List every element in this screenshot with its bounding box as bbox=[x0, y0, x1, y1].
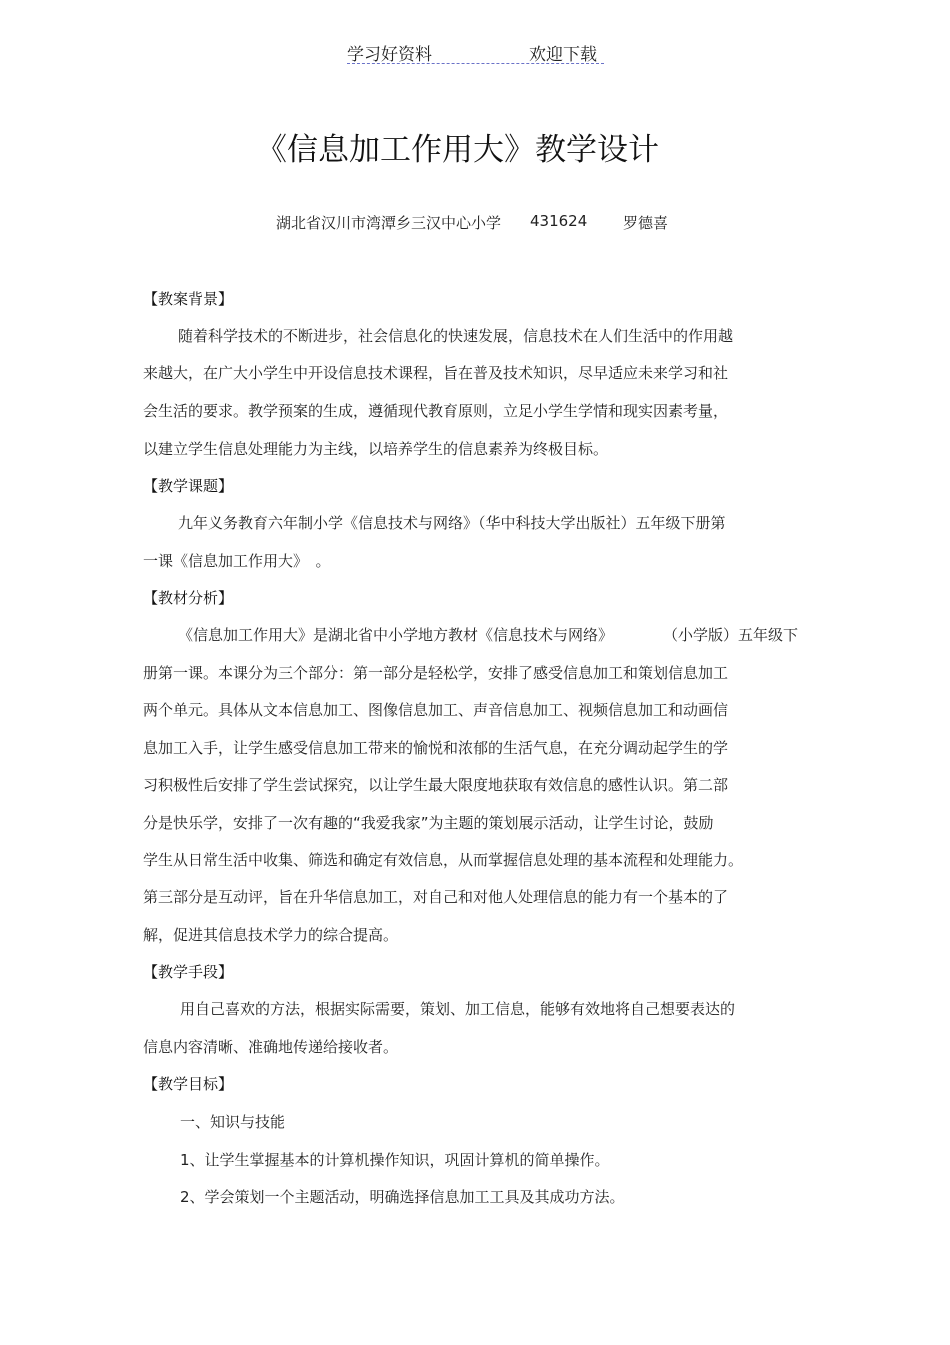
list-item: 1、让学生掌握基本的计算机操作知识，巩固计算机的简单操作。 bbox=[180, 1151, 610, 1169]
paragraph-line: 用自己喜欢的方法，根据实际需要，策划、加工信息，能够有效地将自己想要表达的 bbox=[180, 1000, 736, 1018]
paragraph-line: 随着科学技术的不断进步，社会信息化的快速发展，信息技术在人们生活中的作用越 bbox=[178, 327, 734, 345]
paragraph-line: 来越大，在广大小学生中开设信息技术课程，旨在普及技术知识，尽早适应未来学习和社 bbox=[143, 364, 729, 382]
paragraph-line: 第三部分是互动评，旨在升华信息加工，对自己和对他人处理信息的能力有一个基本的了 bbox=[143, 888, 729, 906]
paragraph-line: 一课《信息加工作用大》 。 bbox=[143, 552, 331, 570]
section-heading-topic: 【教学课题】 bbox=[143, 477, 234, 495]
section-heading-background: 【教案背景】 bbox=[143, 290, 234, 308]
author-postcode: 431624 bbox=[530, 212, 588, 230]
paragraph-line: 学生从日常生活中收集、筛选和确定有效信息，从而掌握信息处理的基本流程和处理能力。 bbox=[143, 851, 744, 869]
paragraph-line: 九年义务教育六年制小学《信息技术与网络》（华中科技大学出版社）五年级下册第 bbox=[178, 514, 726, 532]
header-left: 学习好资料 bbox=[347, 45, 432, 65]
header-divider bbox=[347, 63, 604, 64]
section-heading-means: 【教学手段】 bbox=[143, 963, 234, 981]
paragraph-line: 以建立学生信息处理能力为主线，以培养学生的信息素养为终极目标。 bbox=[143, 440, 609, 458]
paragraph-line: 两个单元。具体从文本信息加工、图像信息加工、声音信息加工、视频信息加工和动画信 bbox=[143, 701, 729, 719]
section-heading-goals: 【教学目标】 bbox=[143, 1075, 234, 1093]
paragraph-line: 息加工入手，让学生感受信息加工带来的愉悦和浓郁的生活气息，在充分调动起学生的学 bbox=[143, 739, 729, 757]
author-name: 罗德喜 bbox=[623, 214, 669, 232]
paragraph-line: （小学版）五年级下 bbox=[663, 626, 799, 644]
paragraph-line: 《信息加工作用大》是湖北省中小学地方教材《信息技术与网络》 bbox=[178, 626, 614, 644]
page-title: 《信息加工作用大》教学设计 bbox=[256, 132, 659, 168]
section-heading-analysis: 【教材分析】 bbox=[143, 589, 234, 607]
paragraph-line: 解，促进其信息技术学力的综合提高。 bbox=[143, 926, 399, 944]
paragraph-line: 信息内容清晰、准确地传递给接收者。 bbox=[143, 1038, 399, 1056]
list-item: 一、知识与技能 bbox=[180, 1113, 286, 1131]
list-item: 2、学会策划一个主题活动，明确选择信息加工工具及其成功方法。 bbox=[180, 1188, 625, 1206]
paragraph-line: 习积极性后安排了学生尝试探究，以让学生最大限度地获取有效信息的感性认识。第二部 bbox=[143, 776, 729, 794]
paragraph-line: 分是快乐学，安排了一次有趣的“我爱我家”为主题的策划展示活动，让学生讨论，鼓励 bbox=[143, 814, 714, 832]
paragraph-line: 册第一课。本课分为三个部分：第一部分是轻松学，安排了感受信息加工和策划信息加工 bbox=[143, 664, 729, 682]
author-school: 湖北省汉川市湾潭乡三汉中心小学 bbox=[276, 214, 502, 232]
paragraph-line: 会生活的要求。教学预案的生成，遵循现代教育原则，立足小学生学情和现实因素考量， bbox=[143, 402, 729, 420]
header-right: 欢迎下载 bbox=[529, 45, 597, 65]
